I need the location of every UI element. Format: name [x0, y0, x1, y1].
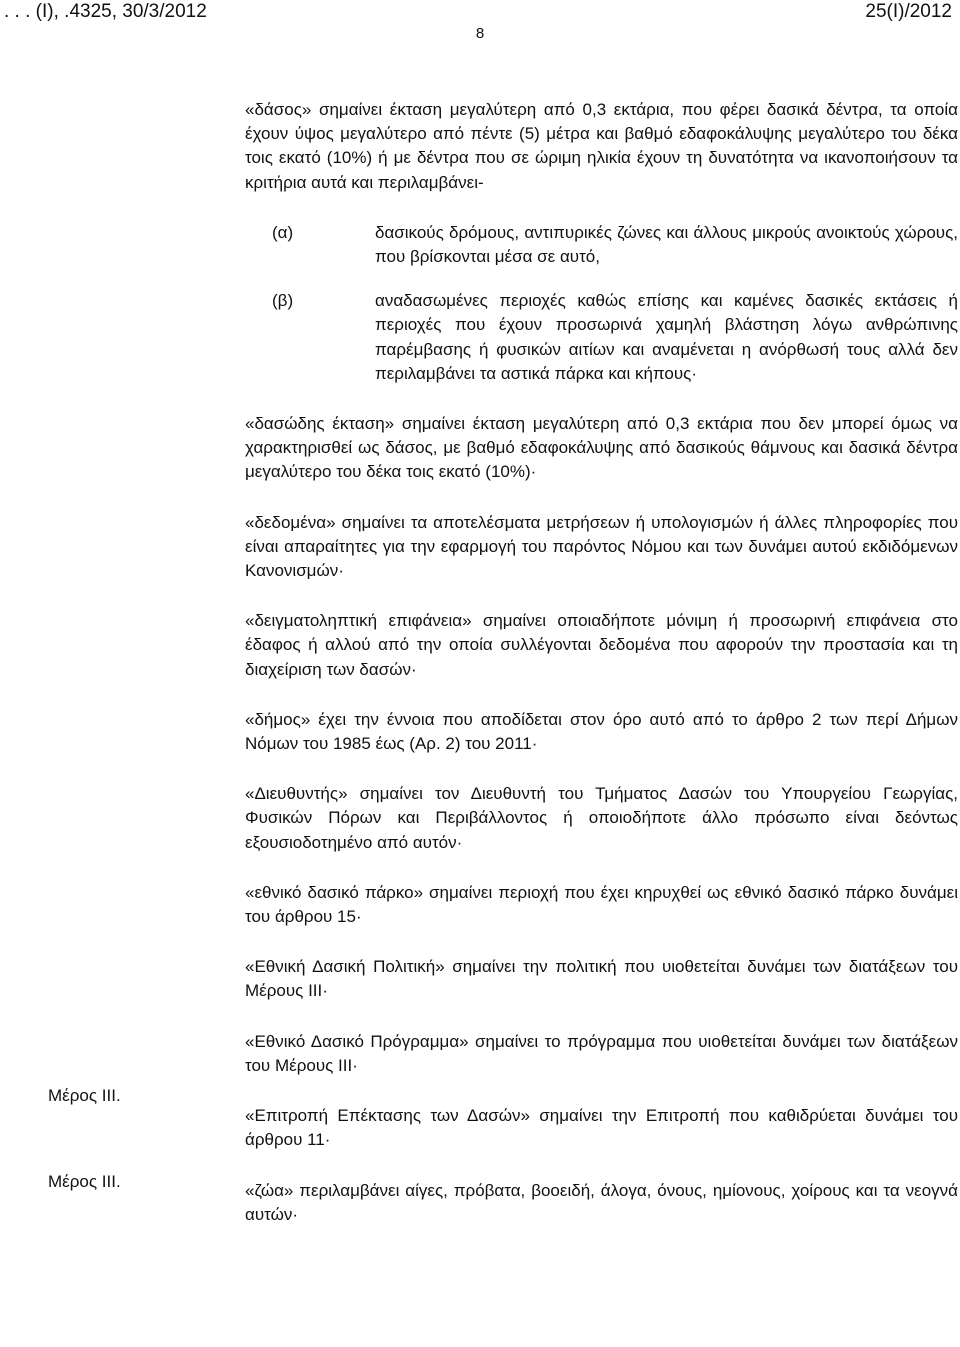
definition-national-forest-park: «εθνικό δασικό πάρκο» σημαίνει περιοχή που έχει κηρυχθεί ως εθνικό δασικό πάρκο δυνάμει του άρθρου 15· [245, 882, 958, 927]
margin-note-part-iii: Μέρος ΙΙΙ. [48, 1086, 121, 1105]
subitem-marker: (β) [272, 291, 294, 311]
definition-municipality: «δήμος» έχει την έννοια που αποδίδεται στον όρο αυτό από το άρθρο 2 των περί Δήμων Νόμων του 1985 έως (Αρ. 2) του 2011· [245, 709, 958, 754]
subitem-a [245, 221, 958, 269]
forest-subitems [245, 221, 958, 386]
page-number: 8 [475, 25, 485, 42]
definition-forest: «δάσος» σημαίνει έκταση μεγαλύτερη από 0,3 εκτάρια, που φέρει δασικά δέντρα, τα οποία έχουν ύψος μεγαλύτερο από πέντε (5) μέτρα και βαθμό εδαφοκάλυψης μεγαλύτερο του δέκα τοις εκατό (10%) ή με δέντρα που σε ώριμη ηλικία έχουν τη δυνατότητα να ικανοποιήσουν τα κριτήρια αυτά και περιλαμβάνει- [245, 100, 958, 192]
subitem-text: δασικούς δρόμους, αντιπυρικές ζώνες και άλλους μικρούς ανοικτούς χώρους, που βρίσκονται μέσα σε αυτό, [375, 222, 958, 267]
margin-note-part-iii: Μέρος ΙΙΙ. [48, 1172, 121, 1191]
definition-director: «Διευθυντής» σημαίνει τον Διευθυντή του Τμήματος Δασών του Υπουργείου Γεωργίας, Φυσικών Πόρων και Περιβάλλοντος ή οποιοδήποτε άλλο πρόσωπο είναι δεόντως εξουσιοδοτημένο από αυτόν· [245, 784, 958, 852]
gazette-reference: . . . (Ι), .4325, 30/3/2012 [4, 1, 207, 22]
subitem-b [245, 289, 958, 386]
subitem-text: αναδασωμένες περιοχές καθώς επίσης και καμένες δασικές εκτάσεις ή περιοχές που έχουν προσωρινά χαμηλή βλάστηση λόγω ανθρώπινης παρέμβασης ή φυσικών αιτίων και αναμένεται η ανόρθωσή τους αλλά δεν περιλαμβάνει τα αστικά πάρκα και κήπους· [375, 291, 958, 383]
page-header [0, 0, 960, 50]
definition-national-forest-policy: «Εθνική Δασική Πολιτική» σημαίνει την πολιτική που υιοθετείται δυνάμει των διατάξεων του Μέρους ΙΙΙ· [245, 957, 958, 1001]
law-number: 25(Ι)/2012 [865, 1, 952, 22]
definition-animals: «ζώα» περιλαμβάνει αίγες, πρόβατα, βοοειδή, άλογα, όνους, ημίονους, χοίρους και τα νεογνά αυτών· [245, 1180, 958, 1224]
definitions-body [245, 98, 958, 1253]
definition-forest-expansion-committee: «Επιτροπή Επέκτασης των Δασών» σημαίνει την Επιτροπή που καθιδρύεται δυνάμει του άρθρου 11· [245, 1106, 958, 1150]
subitem-marker: (α) [272, 222, 294, 242]
definition-data: «δεδομένα» σημαίνει τα αποτελέσματα μετρήσεων ή υπολογισμών ή άλλες πληροφορίες που είναι απαραίτητες για την εφαρμογή του παρόντος Νόμου και των δυνάμει αυτού εκδιδόμενων Κανονισμών· [245, 512, 958, 581]
definition-wooded-area: «δασώδης έκταση» σημαίνει έκταση μεγαλύτερη από 0,3 εκτάρια που δεν μπορεί όμως να χαρακτηρισθεί ως δάσος, με βαθμό εδαφοκάλυψης από δασικούς θάμνους και δασικά δέντρα μεγαλύτερο του δέκα τοις εκατό (10%)· [245, 414, 958, 482]
definition-sample-plot: «δειγματοληπτική επιφάνεια» σημαίνει οποιαδήποτε μόνιμη ή προσωρινή επιφάνεια στο έδαφος ή αλλού από την οποία συλλέγονται δεδομένα που αφορούν την προστασία και τη διαχείριση των δασών· [245, 611, 958, 679]
definition-national-forest-programme: «Εθνικό Δασικό Πρόγραμμα» σημαίνει το πρόγραμμα που υιοθετείται δυνάμει των διατάξεων του Μέρους ΙΙΙ· [245, 1031, 958, 1075]
